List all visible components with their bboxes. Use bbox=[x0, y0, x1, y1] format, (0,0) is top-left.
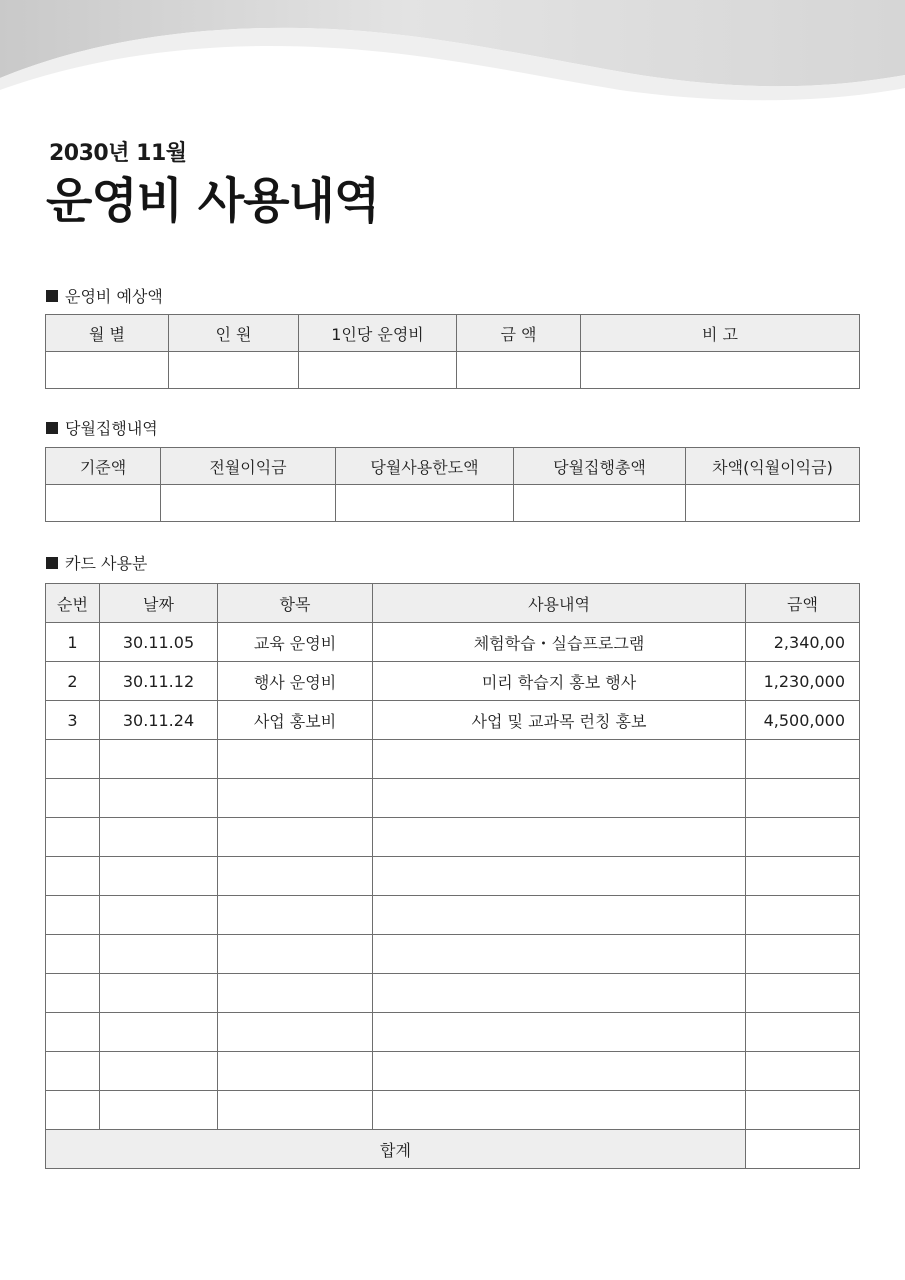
cell-amount[interactable] bbox=[746, 1091, 860, 1130]
cell-description[interactable] bbox=[373, 935, 746, 974]
cell-difference[interactable] bbox=[686, 485, 860, 522]
cell-date[interactable] bbox=[100, 974, 218, 1013]
cell-amount[interactable] bbox=[457, 352, 581, 389]
cell-category[interactable] bbox=[218, 779, 373, 818]
cell-amount[interactable] bbox=[746, 1013, 860, 1052]
table-header-row bbox=[46, 448, 860, 485]
cell-description[interactable] bbox=[373, 818, 746, 857]
section-label-text: 운영비 예상액 bbox=[65, 287, 163, 306]
cell-date[interactable]: 30.11.24 bbox=[100, 701, 218, 740]
cell-no[interactable] bbox=[46, 740, 100, 779]
section-label-budget bbox=[46, 284, 163, 307]
cell-description[interactable] bbox=[373, 857, 746, 896]
cell-base-amount[interactable] bbox=[46, 485, 161, 522]
table-row bbox=[46, 485, 860, 522]
section-label-text: 카드 사용분 bbox=[65, 554, 148, 573]
table-row bbox=[46, 352, 860, 389]
cell-category[interactable] bbox=[218, 740, 373, 779]
cell-date[interactable]: 30.11.12 bbox=[100, 662, 218, 701]
cell-no[interactable]: 2 bbox=[46, 662, 100, 701]
cell-no[interactable] bbox=[46, 1091, 100, 1130]
table-row bbox=[46, 818, 860, 857]
table-row bbox=[46, 740, 860, 779]
cell-category[interactable]: 교육 운영비 bbox=[218, 623, 373, 662]
cell-amount[interactable] bbox=[746, 974, 860, 1013]
page-title: 운영비 사용내역 bbox=[46, 173, 380, 229]
cell-date[interactable] bbox=[100, 935, 218, 974]
cell-no[interactable] bbox=[46, 1013, 100, 1052]
cell-amount[interactable]: 4,500,000 bbox=[746, 701, 860, 740]
cell-no[interactable] bbox=[46, 779, 100, 818]
cell-category[interactable] bbox=[218, 1052, 373, 1091]
column-header-per-person-cost: 1인당 운영비 bbox=[299, 315, 457, 352]
cell-description[interactable] bbox=[373, 1013, 746, 1052]
budget-table bbox=[45, 314, 860, 389]
cell-monthly-limit[interactable] bbox=[336, 485, 514, 522]
cell-amount[interactable] bbox=[746, 818, 860, 857]
column-header-date: 날짜 bbox=[100, 584, 218, 623]
cell-amount[interactable]: 1,230,000 bbox=[746, 662, 860, 701]
table-header-row bbox=[46, 584, 860, 623]
column-header-prev-surplus: 전월이익금 bbox=[161, 448, 336, 485]
card-usage-table bbox=[45, 583, 860, 1169]
cell-date[interactable]: 30.11.05 bbox=[100, 623, 218, 662]
cell-no[interactable]: 3 bbox=[46, 701, 100, 740]
cell-amount[interactable] bbox=[746, 779, 860, 818]
cell-no[interactable] bbox=[46, 896, 100, 935]
column-header-no: 순번 bbox=[46, 584, 100, 623]
cell-description[interactable] bbox=[373, 1052, 746, 1091]
cell-per-person-cost[interactable] bbox=[299, 352, 457, 389]
cell-amount[interactable] bbox=[746, 935, 860, 974]
cell-description[interactable] bbox=[373, 1091, 746, 1130]
square-bullet-icon bbox=[46, 557, 58, 569]
table-row bbox=[46, 1091, 860, 1130]
cell-date[interactable] bbox=[100, 1013, 218, 1052]
cell-date[interactable] bbox=[100, 779, 218, 818]
cell-category[interactable] bbox=[218, 857, 373, 896]
total-value[interactable] bbox=[746, 1130, 860, 1169]
cell-description[interactable]: 사업 및 교과목 런칭 홍보 bbox=[373, 701, 746, 740]
cell-date[interactable] bbox=[100, 818, 218, 857]
column-header-month: 월 별 bbox=[46, 315, 169, 352]
cell-category[interactable] bbox=[218, 1091, 373, 1130]
cell-description[interactable] bbox=[373, 779, 746, 818]
cell-date[interactable] bbox=[100, 1091, 218, 1130]
cell-no[interactable] bbox=[46, 818, 100, 857]
cell-amount[interactable]: 2,340,00 bbox=[746, 623, 860, 662]
cell-amount[interactable] bbox=[746, 1052, 860, 1091]
section-label-execution bbox=[46, 416, 158, 439]
column-header-base-amount: 기준액 bbox=[46, 448, 161, 485]
cell-category[interactable]: 사업 홍보비 bbox=[218, 701, 373, 740]
cell-amount[interactable] bbox=[746, 740, 860, 779]
table-row bbox=[46, 857, 860, 896]
table-row bbox=[46, 974, 860, 1013]
execution-table bbox=[45, 447, 860, 522]
column-header-monthly-total: 당월집행총액 bbox=[514, 448, 686, 485]
cell-category[interactable] bbox=[218, 974, 373, 1013]
header-wave-decoration bbox=[0, 0, 905, 120]
cell-headcount[interactable] bbox=[169, 352, 299, 389]
report-period: 2030년 11월 bbox=[49, 141, 187, 166]
table-row bbox=[46, 701, 860, 740]
table-row bbox=[46, 896, 860, 935]
cell-date[interactable] bbox=[100, 1052, 218, 1091]
table-row bbox=[46, 623, 860, 662]
cell-description[interactable]: 체험학습・실습프로그램 bbox=[373, 623, 746, 662]
cell-category[interactable] bbox=[218, 1013, 373, 1052]
cell-amount[interactable] bbox=[746, 896, 860, 935]
column-header-monthly-limit: 당월사용한도액 bbox=[336, 448, 514, 485]
table-header-row bbox=[46, 315, 860, 352]
cell-remarks[interactable] bbox=[581, 352, 860, 389]
square-bullet-icon bbox=[46, 422, 58, 434]
cell-date[interactable] bbox=[100, 740, 218, 779]
cell-description[interactable] bbox=[373, 740, 746, 779]
cell-category[interactable] bbox=[218, 818, 373, 857]
section-label-card bbox=[46, 551, 147, 574]
cell-monthly-total[interactable] bbox=[514, 485, 686, 522]
cell-amount[interactable] bbox=[746, 857, 860, 896]
cell-category[interactable]: 행사 운영비 bbox=[218, 662, 373, 701]
total-label: 합계 bbox=[46, 1130, 746, 1169]
cell-description[interactable]: 미리 학습지 홍보 행사 bbox=[373, 662, 746, 701]
table-row bbox=[46, 662, 860, 701]
column-header-headcount: 인 원 bbox=[169, 315, 299, 352]
column-header-amount: 금 액 bbox=[457, 315, 581, 352]
column-header-remarks: 비 고 bbox=[581, 315, 860, 352]
cell-date[interactable] bbox=[100, 857, 218, 896]
table-row bbox=[46, 779, 860, 818]
cell-no[interactable] bbox=[46, 857, 100, 896]
cell-no[interactable] bbox=[46, 1052, 100, 1091]
cell-category[interactable] bbox=[218, 896, 373, 935]
section-label-text: 당월집행내역 bbox=[65, 419, 158, 438]
table-row bbox=[46, 1052, 860, 1091]
total-row bbox=[46, 1130, 860, 1169]
column-header-difference: 차액(익월이익금) bbox=[686, 448, 860, 485]
square-bullet-icon bbox=[46, 290, 58, 302]
cell-no[interactable] bbox=[46, 974, 100, 1013]
cell-no[interactable] bbox=[46, 935, 100, 974]
column-header-category: 항목 bbox=[218, 584, 373, 623]
table-row bbox=[46, 1013, 860, 1052]
cell-no[interactable]: 1 bbox=[46, 623, 100, 662]
cell-month[interactable] bbox=[46, 352, 169, 389]
cell-description[interactable] bbox=[373, 974, 746, 1013]
cell-date[interactable] bbox=[100, 896, 218, 935]
column-header-description: 사용내역 bbox=[373, 584, 746, 623]
cell-description[interactable] bbox=[373, 896, 746, 935]
table-row bbox=[46, 935, 860, 974]
cell-category[interactable] bbox=[218, 935, 373, 974]
cell-prev-surplus[interactable] bbox=[161, 485, 336, 522]
column-header-amount: 금액 bbox=[746, 584, 860, 623]
